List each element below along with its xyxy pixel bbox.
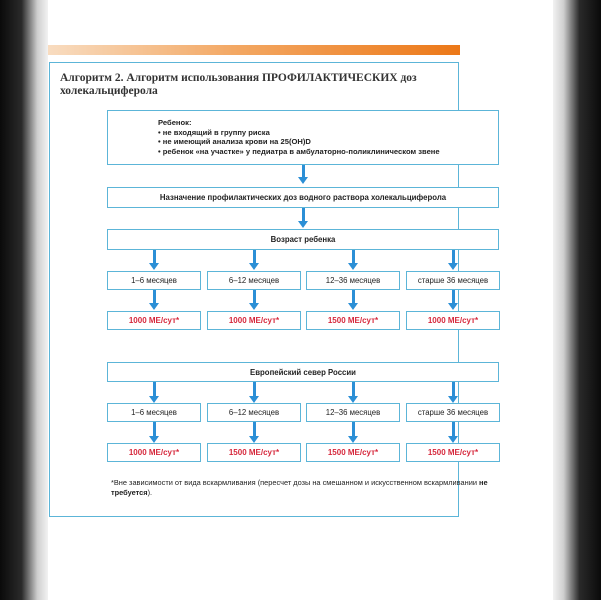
section2-dose: 1500 МЕ/сут*	[306, 443, 400, 462]
header-accent-bar	[48, 45, 460, 55]
section1-header: Возраст ребенка	[107, 229, 499, 250]
section1-dose: 1000 МЕ/сут*	[107, 311, 201, 330]
criteria-item: • ребенок «на участке» у педиатра в амбулаторно-поликлиническом звене	[158, 146, 440, 156]
scan-edge-right	[553, 0, 601, 600]
prescription-box: Назначение профилактических доз водного раствора холекальциферола	[107, 187, 499, 208]
algorithm-title: Алгоритм 2. Алгоритм использования ПРОФИЛАКТИЧЕСКИХ доз холекальциферола	[60, 72, 417, 97]
section1-age: 6–12 месяцев	[207, 271, 301, 290]
section1-age: 12–36 месяцев	[306, 271, 400, 290]
section2-age: 1–6 месяцев	[107, 403, 201, 422]
footnote-end: ).	[147, 488, 153, 497]
footnote-emphasis: не требуется	[111, 478, 488, 497]
section2-age: старше 36 месяцев	[406, 403, 500, 422]
criteria-heading: Ребенок:	[158, 118, 192, 127]
footnote	[111, 478, 491, 498]
section2-header: Европейский север России	[107, 362, 499, 382]
criteria-text	[158, 118, 440, 156]
criteria-item: • не имеющий анализа крови на 25(OH)D	[158, 137, 311, 147]
section1-age: старше 36 месяцев	[406, 271, 500, 290]
section2-dose: 1500 МЕ/сут*	[207, 443, 301, 462]
criteria-item: • не входящий в группу риска	[158, 127, 270, 137]
footnote-text: *Вне зависимости от вида вскармливания (пересчет дозы на смешанном и искусственном вскармливании	[111, 478, 480, 487]
criteria-box	[107, 110, 499, 165]
section2-dose: 1000 МЕ/сут*	[107, 443, 201, 462]
scan-edge-left	[0, 0, 48, 600]
section1-dose: 1000 МЕ/сут*	[207, 311, 301, 330]
section1-dose: 1500 МЕ/сут*	[306, 311, 400, 330]
section2-dose: 1500 МЕ/сут*	[406, 443, 500, 462]
section2-age: 12–36 месяцев	[306, 403, 400, 422]
section1-dose: 1000 МЕ/сут*	[406, 311, 500, 330]
section1-age: 1–6 месяцев	[107, 271, 201, 290]
section2-age: 6–12 месяцев	[207, 403, 301, 422]
